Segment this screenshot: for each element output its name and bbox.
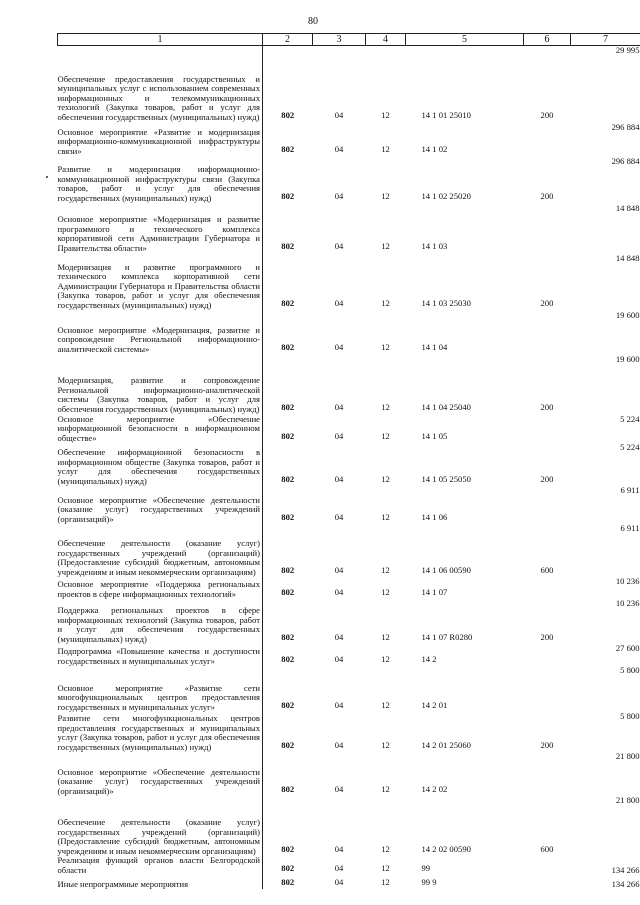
row-description: Обеспечение деятельности (оказание услуг) государственных учреждений (организаций) (Предоставление субсидий бюджетным, автономным учреждениям и иным некоммерческим организациям)	[58, 524, 263, 577]
row-target-article: 14 2 02	[421, 783, 448, 794]
table-row	[58, 443, 640, 486]
table-body	[58, 46, 640, 890]
row-target-article: 14 1 04 25040	[421, 401, 471, 412]
row-expense-type	[524, 752, 571, 796]
row-amount: 10 236	[615, 576, 640, 587]
row-target-article: 14 1 02	[421, 143, 448, 154]
row-amount: 27 600	[615, 643, 640, 654]
row-section-code: 04	[334, 739, 344, 750]
row-grbs-code: 802	[281, 473, 295, 484]
column-header: 2	[263, 34, 313, 46]
row-expense-type	[524, 311, 571, 355]
row-description: Поддержка региональных проектов в сфере информационных технологий (Закупка товаров, работ и услуг для обеспечения государственных (муниципальных) нужд)	[58, 599, 263, 644]
row-amount: 29 995	[615, 45, 640, 55]
row-amount: 19 600	[615, 353, 640, 364]
row-expense-type: 600	[540, 843, 554, 854]
row-section-code: 04	[334, 401, 344, 412]
budget-table-sheet	[57, 33, 640, 905]
row-description: Подпрограмма «Повышение качества и доступности государственных и муниципальных услуг»	[58, 644, 263, 666]
row-section-code: 04	[334, 586, 344, 597]
column-header: 4	[366, 34, 406, 46]
row-target-article: 14 1 05	[421, 430, 448, 441]
row-expense-type	[524, 204, 571, 254]
row-expense-type	[524, 123, 571, 157]
table-row	[58, 712, 640, 752]
row-section-code: 04	[334, 297, 344, 308]
row-grbs-code: 802	[281, 401, 295, 412]
row-grbs-code: 802	[281, 862, 295, 873]
table-row	[58, 486, 640, 524]
row-section-code: 04	[334, 511, 344, 522]
row-description: Основное мероприятие «Развитие и модернизация информационно-коммуникационной инфраструктуры связи»	[58, 123, 263, 157]
row-section-code: 04	[334, 783, 344, 794]
row-description: Модернизация и развитие программного и технического комплекса корпоративной сети Администрации Губернатора и Правительства области (Закупка товаров, работ и услуг для обеспечения государственных (муниципальных) нужд)	[58, 254, 263, 311]
row-target-article: 14 2 01 25060	[421, 739, 471, 750]
row-subsection-code: 12	[381, 109, 390, 120]
row-description: Основное мероприятие «Развитие сети многофункциональных центров предоставления государственных и муниципальных услуг»	[58, 666, 263, 712]
row-subsection-code: 12	[381, 511, 390, 522]
table-row	[58, 856, 640, 875]
row-grbs-code: 802	[281, 876, 295, 887]
table-row	[58, 875, 640, 889]
row-amount: 5 800	[620, 711, 640, 722]
table-row	[58, 311, 640, 355]
budget-table	[57, 33, 640, 889]
row-grbs-code: 802	[281, 341, 295, 352]
row-description: Реализация функций органов власти Белгородской области	[58, 856, 263, 875]
row-target-article: 14 1 07	[421, 586, 448, 597]
row-subsection-code: 12	[381, 843, 390, 854]
row-subsection-code: 12	[381, 876, 390, 887]
column-header: 6	[524, 34, 571, 46]
row-description: Обеспечение предоставления государственных и муниципальных услуг с использованием современных информационных и телекоммуникационных технологий (Закупка товаров, работ и услуг для обеспечения государственных (муниципальных) нужд)	[58, 46, 263, 123]
row-grbs-code: 802	[281, 430, 295, 441]
row-description: Основное мероприятие «Модернизация и развитие программного и технического комплекса корпоративной сети Администрации Губернатора и Правительства области»	[58, 204, 263, 254]
row-subsection-code: 12	[381, 586, 390, 597]
row-grbs-code: 802	[281, 240, 295, 251]
row-target-article: 14 2 01	[421, 699, 448, 710]
table-row	[58, 752, 640, 796]
row-grbs-code: 802	[281, 586, 295, 597]
row-expense-type	[524, 875, 571, 889]
table-row	[58, 796, 640, 856]
row-amount: 6 911	[620, 523, 640, 534]
row-expense-type	[524, 486, 571, 524]
row-amount: 5 224	[620, 413, 640, 424]
table-row	[58, 123, 640, 157]
row-expense-type	[524, 577, 571, 599]
margin-mark	[46, 176, 48, 178]
row-target-article: 14 1 06	[421, 511, 448, 522]
row-amount: 21 800	[615, 751, 640, 762]
row-expense-type: 200	[540, 739, 554, 750]
row-amount: 5 800	[620, 665, 640, 676]
row-target-article: 14 2	[421, 653, 437, 664]
row-grbs-code: 802	[281, 699, 295, 710]
row-amount: 296 884	[611, 155, 640, 166]
row-description: Основное мероприятие «Поддержка региональных проектов в сфере информационных технологий»	[58, 577, 263, 599]
row-grbs-code: 802	[281, 631, 295, 642]
row-subsection-code: 12	[381, 297, 390, 308]
table-row	[58, 599, 640, 644]
row-expense-type	[524, 666, 571, 712]
row-section-code: 04	[334, 631, 344, 642]
row-grbs-code: 802	[281, 109, 295, 120]
row-subsection-code: 12	[381, 699, 390, 710]
column-header-row	[58, 34, 640, 46]
row-target-article: 14 1 04	[421, 341, 448, 352]
row-expense-type	[524, 415, 571, 444]
row-grbs-code: 802	[281, 843, 295, 854]
column-header: 3	[313, 34, 366, 46]
row-description: Основное мероприятие «Обеспечение деятельности (оказание услуг) государственных учреждений (организаций)»	[58, 752, 263, 796]
row-target-article: 99 9	[421, 876, 437, 887]
page-number: 80	[308, 16, 318, 27]
row-expense-type	[524, 644, 571, 666]
row-description: Основное мероприятие «Обеспечение деятельности (оказание услуг) государственных учреждений (организаций)»	[58, 486, 263, 524]
row-section-code: 04	[334, 699, 344, 710]
row-subsection-code: 12	[381, 240, 390, 251]
column-header: 7	[571, 34, 640, 46]
row-expense-type: 200	[540, 473, 554, 484]
row-expense-type: 200	[540, 631, 554, 642]
row-description: Основное мероприятие «Модернизация, развитие и сопровождение Региональной информационно-аналитической системы»	[58, 311, 263, 355]
table-row	[58, 355, 640, 415]
row-section-code: 04	[334, 240, 344, 251]
row-target-article: 14 1 01 25010	[421, 109, 471, 120]
row-subsection-code: 12	[381, 653, 390, 664]
row-description: Иные непрограммные мероприятия	[58, 875, 263, 889]
row-amount: 19 600	[615, 309, 640, 320]
row-target-article: 14 1 03 25030	[421, 297, 471, 308]
row-expense-type: 200	[540, 190, 554, 201]
row-description: Развитие сети многофункциональных центров предоставления государственных и муниципальных услуг (Закупка товаров, работ и услуг для обеспечения государственных (муниципальных) нужд)	[58, 712, 263, 752]
row-target-article: 14 1 05 25050	[421, 473, 471, 484]
table-row	[58, 254, 640, 311]
row-target-article: 14 2 02 00590	[421, 843, 471, 854]
row-subsection-code: 12	[381, 401, 390, 412]
row-amount: 21 800	[615, 795, 640, 806]
row-amount: 14 848	[615, 252, 640, 263]
column-header: 5	[406, 34, 524, 46]
table-row	[58, 46, 640, 123]
row-amount: 10 236	[615, 598, 640, 609]
row-grbs-code: 802	[281, 511, 295, 522]
column-header: 1	[58, 34, 263, 46]
row-section-code: 04	[334, 862, 344, 873]
row-subsection-code: 12	[381, 430, 390, 441]
row-amount: 296 884	[611, 121, 640, 132]
row-section-code: 04	[334, 190, 344, 201]
table-row	[58, 157, 640, 204]
row-amount: 134 266	[611, 864, 640, 875]
row-target-article: 14 1 02 25020	[421, 190, 471, 201]
row-expense-type: 600	[540, 564, 554, 575]
row-subsection-code: 12	[381, 564, 390, 575]
table-row	[58, 577, 640, 599]
row-amount: 14 848	[615, 202, 640, 213]
row-section-code: 04	[334, 876, 344, 887]
row-section-code: 04	[334, 473, 344, 484]
row-expense-type: 200	[540, 109, 554, 120]
row-subsection-code: 12	[381, 783, 390, 794]
row-subsection-code: 12	[381, 190, 390, 201]
row-subsection-code: 12	[381, 862, 390, 873]
table-row	[58, 204, 640, 254]
row-subsection-code: 12	[381, 739, 390, 750]
row-subsection-code: 12	[381, 341, 390, 352]
row-grbs-code: 802	[281, 783, 295, 794]
row-section-code: 04	[334, 843, 344, 854]
table-row	[58, 415, 640, 444]
row-expense-type: 200	[540, 401, 554, 412]
row-grbs-code: 802	[281, 297, 295, 308]
row-grbs-code: 802	[281, 190, 295, 201]
row-description: Основное мероприятие «Обеспечение информационной безопасности в информационном обществе»	[58, 415, 263, 444]
row-target-article: 99	[421, 862, 431, 873]
row-subsection-code: 12	[381, 143, 390, 154]
row-description: Модернизация, развитие и сопровождение Региональной информационно-аналитической системы (Закупка товаров, работ и услуг для обеспечения государственных (муниципальных) нужд)	[58, 355, 263, 415]
table-row	[58, 524, 640, 577]
row-section-code: 04	[334, 109, 344, 120]
row-target-article: 14 1 06 00590	[421, 564, 471, 575]
row-section-code: 04	[334, 341, 344, 352]
row-target-article: 14 1 07 R0280	[421, 631, 473, 642]
row-section-code: 04	[334, 430, 344, 441]
row-grbs-code: 802	[281, 564, 295, 575]
row-subsection-code: 12	[381, 631, 390, 642]
row-target-article: 14 1 03	[421, 240, 448, 251]
row-grbs-code: 802	[281, 739, 295, 750]
table-row	[58, 666, 640, 712]
row-description: Развитие и модернизация информационно-коммуникационной инфраструктуры связи (Закупка товаров, работ и услуг для обеспечения государственных (муниципальных) нужд)	[58, 157, 263, 204]
row-subsection-code: 12	[381, 473, 390, 484]
row-grbs-code: 802	[281, 653, 295, 664]
row-description: Обеспечение информационной безопасности в информационном обществе (Закупка товаров, работ и услуг для обеспечения государственных (муниципальных) нужд)	[58, 443, 263, 486]
row-amount: 6 911	[620, 485, 640, 496]
row-amount: 134 266	[611, 878, 640, 889]
row-section-code: 04	[334, 143, 344, 154]
table-row	[58, 644, 640, 666]
row-section-code: 04	[334, 653, 344, 664]
row-expense-type	[524, 856, 571, 875]
row-description: Обеспечение деятельности (оказание услуг) государственных учреждений (организаций) (Предоставление субсидий бюджетным, автономным учреждениям и иным некоммерческим организациям)	[58, 796, 263, 856]
row-section-code: 04	[334, 564, 344, 575]
row-expense-type: 200	[540, 297, 554, 308]
row-amount: 5 224	[620, 442, 640, 453]
row-grbs-code: 802	[281, 143, 295, 154]
